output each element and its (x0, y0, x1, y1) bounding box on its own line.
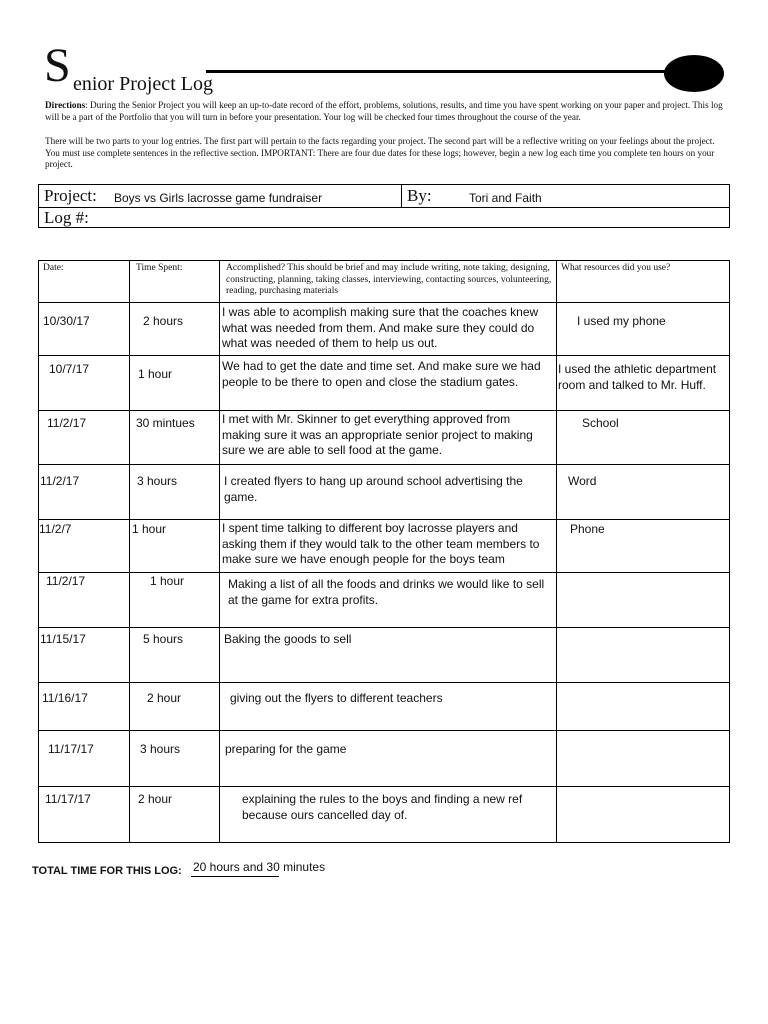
cell-resources[interactable] (557, 683, 730, 731)
column-header-accomplished: Accomplished? This should be brief and may include writing, note taking, designing, constructing, planning, taking classes, interviewing, contacting sources, volunteering, reading, purchasing materials (220, 261, 557, 303)
column-header-date: Date: (39, 261, 130, 303)
log-table (38, 260, 730, 843)
cell-time[interactable]: 3 hours (130, 731, 220, 787)
cell-accomplished[interactable]: Making a list of all the foods and drinks we would like to sell at the game for extra profits. (220, 573, 557, 628)
directions-paragraph-1 (45, 100, 725, 123)
cell-time[interactable]: 2 hour (130, 683, 220, 731)
cell-accomplished[interactable]: I spent time talking to different boy lacrosse players and asking them if they would talk to the other team members to make sure we have enough people for the boys team (220, 520, 557, 573)
cell-resources[interactable]: I used the athletic department room and talked to Mr. Huff. (557, 356, 730, 411)
cell-time[interactable]: 1 hour (130, 520, 220, 573)
title-initial: S (44, 39, 71, 92)
directions-paragraph-2: There will be two parts to your log entries. The first part will pertain to the facts regarding your project. The second part will be a reflective writing on your feelings about the project. You must use complete sentences in the reflective section. IMPORTANT: There are four due dates for these logs; however, begin a new log each time you complete ten hours on your project. (45, 136, 715, 169)
cell-accomplished[interactable]: I created flyers to hang up around school advertising the game. (220, 465, 557, 520)
log-number-label: Log #: (44, 208, 89, 227)
cell-accomplished[interactable]: Baking the goods to sell (220, 628, 557, 683)
table-row (39, 303, 730, 356)
cell-date[interactable]: 11/16/17 (39, 683, 130, 731)
cell-accomplished[interactable]: I was able to acomplish making sure that the coaches knew what was needed from them. And make sure they could do what was needed of them to help us out. (220, 303, 557, 356)
cell-date[interactable]: 11/2/17 (39, 411, 130, 465)
total-value[interactable]: 20 hours and 30 minutes (193, 860, 326, 874)
page-title: enior Project Log (73, 73, 213, 95)
cell-resources[interactable]: I used my phone (557, 303, 730, 356)
cell-accomplished[interactable]: giving out the flyers to different teachers (220, 683, 557, 731)
cell-time[interactable]: 3 hours (130, 465, 220, 520)
cell-date[interactable]: 11/17/17 (39, 787, 130, 843)
table-row (39, 787, 730, 843)
cell-accomplished[interactable]: preparing for the game (220, 731, 557, 787)
table-row (39, 573, 730, 628)
cell-time[interactable]: 2 hours (130, 303, 220, 356)
cell-date[interactable]: 11/2/7 (39, 520, 130, 573)
column-header-time: Time Spent: (130, 261, 220, 303)
cell-time[interactable]: 1 hour (130, 573, 220, 628)
cell-date[interactable]: 10/30/17 (39, 303, 130, 356)
title-rule (206, 70, 676, 73)
cell-date[interactable]: 11/17/17 (39, 731, 130, 787)
cell-time[interactable]: 2 hour (130, 787, 220, 843)
project-label: Project: (44, 186, 97, 205)
cell-date[interactable]: 11/2/17 (39, 465, 130, 520)
cell-date[interactable]: 10/7/17 (39, 356, 130, 411)
cell-resources[interactable]: Phone (557, 520, 730, 573)
table-row (39, 411, 730, 465)
cell-time[interactable]: 5 hours (130, 628, 220, 683)
cell-resources[interactable] (557, 787, 730, 843)
cell-accomplished[interactable]: We had to get the date and time set. And make sure we had people to be there to open and close the stadium gates. (220, 356, 557, 411)
column-header-resources: What resources did you use? (557, 261, 730, 303)
cell-time[interactable]: 1 hour (130, 356, 220, 411)
table-row (39, 465, 730, 520)
cell-accomplished[interactable]: I met with Mr. Skinner to get everything approved from making sure it was an appropriate senior project to making sure we are able to sell food at the game. (220, 411, 557, 465)
cell-resources[interactable]: Word (557, 465, 730, 520)
cell-resources[interactable] (557, 628, 730, 683)
directions (45, 100, 725, 184)
cell-resources[interactable] (557, 731, 730, 787)
table-row (39, 356, 730, 411)
title-oval-decoration (664, 55, 724, 92)
cell-time[interactable]: 30 mintues (130, 411, 220, 465)
by-label: By: (407, 186, 432, 205)
by-value[interactable]: Tori and Faith (469, 191, 542, 205)
cell-date[interactable]: 11/15/17 (39, 628, 130, 683)
table-header-row (39, 261, 730, 303)
table-row (39, 683, 730, 731)
cell-resources[interactable]: School (557, 411, 730, 465)
total-underline (191, 876, 279, 877)
project-value[interactable]: Boys vs Girls lacrosse game fundraiser (114, 191, 323, 205)
project-header-box (38, 184, 730, 228)
table-row (39, 731, 730, 787)
cell-resources[interactable] (557, 573, 730, 628)
project-divider (401, 185, 402, 208)
table-row (39, 520, 730, 573)
table-row (39, 628, 730, 683)
directions-text-1: : During the Senior Project you will keep an up-to-date record of the effort, problems, solutions, results, and time you have spent working on your paper and project. This log will be a part of the Portfolio that you will turn in before your presentation. Your log will be checked four times throughout the course of the year. (45, 100, 723, 122)
total-label: TOTAL TIME FOR THIS LOG: (32, 865, 182, 877)
directions-lead: Directions (45, 100, 86, 110)
cell-date[interactable]: 11/2/17 (39, 573, 130, 628)
cell-accomplished[interactable]: explaining the rules to the boys and finding a new ref because ours cancelled day of. (220, 787, 557, 843)
